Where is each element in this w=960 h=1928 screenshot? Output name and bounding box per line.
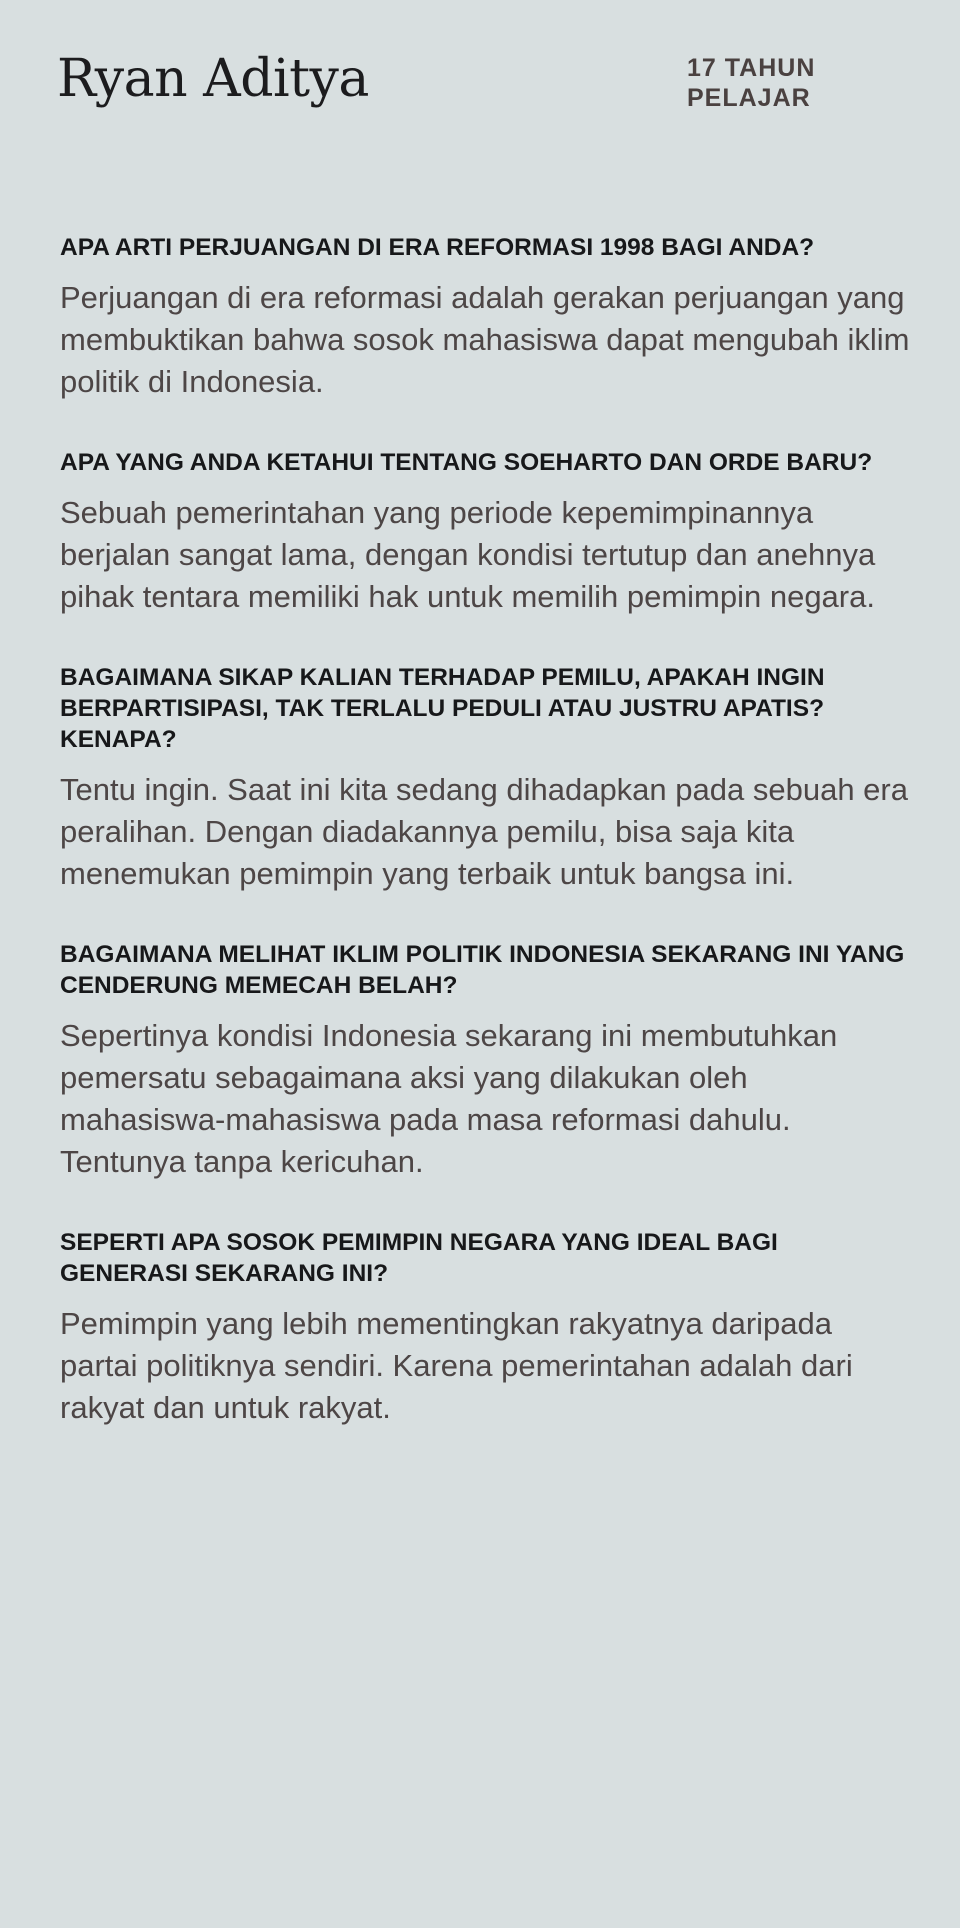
question-3: BAGAIMANA SIKAP KALIAN TERHADAP PEMILU, APAKAH INGIN BERPARTISIPASI, TAK TERLALU PEDULI ATAU JUSTRU APATIS? KENAPA? [60,664,825,753]
question-1: APA ARTI PERJUANGAN DI ERA REFORMASI 1998 BAGI ANDA? [60,234,815,261]
profile-header [0,0,960,160]
answer-1: Perjuangan di era reformasi adalah gerakan perjuangan yang membuktikan bahwa sosok mahasiswa dapat mengubah iklim politik di Indonesia. [60,280,910,399]
qa-item-4 [60,939,910,1183]
answer-5: Pemimpin yang lebih mementingkan rakyatnya daripada partai politiknya sendiri. Karena pemerintahan adalah dari rakyat dan untuk rakyat. [60,1306,853,1425]
qa-item-3 [60,662,910,895]
person-age: 17 TAHUN [687,54,816,82]
qa-item-5 [60,1227,910,1429]
question-2: APA YANG ANDA KETAHUI TENTANG SOEHARTO DAN ORDE BARU? [60,449,873,476]
qa-item-2 [60,447,910,618]
interview-qa-list [60,232,910,1473]
person-meta [687,53,815,113]
qa-item-1 [60,232,910,403]
question-4: BAGAIMANA MELIHAT IKLIM POLITIK INDONESIA SEKARANG INI YANG CENDERUNG MEMECAH BELAH? [60,941,905,999]
answer-4: Sepertinya kondisi Indonesia sekarang ini membutuhkan pemersatu sebagaimana aksi yang dilakukan oleh mahasiswa-mahasiswa pada masa reformasi dahulu. Tentunya tanpa kericuhan. [60,1018,838,1179]
person-name: Ryan Aditya [57,49,369,109]
question-5: SEPERTI APA SOSOK PEMIMPIN NEGARA YANG IDEAL BAGI GENERASI SEKARANG INI? [60,1229,778,1287]
answer-3: Tentu ingin. Saat ini kita sedang dihadapkan pada sebuah era peralihan. Dengan diadakannya pemilu, bisa saja kita menemukan pemimpin yang terbaik untuk bangsa ini. [60,772,908,891]
answer-2: Sebuah pemerintahan yang periode kepemimpinannya berjalan sangat lama, dengan kondisi tertutup dan anehnya pihak tentara memiliki hak untuk memilih pemimpin negara. [60,495,876,614]
person-occupation: PELAJAR [687,84,811,112]
